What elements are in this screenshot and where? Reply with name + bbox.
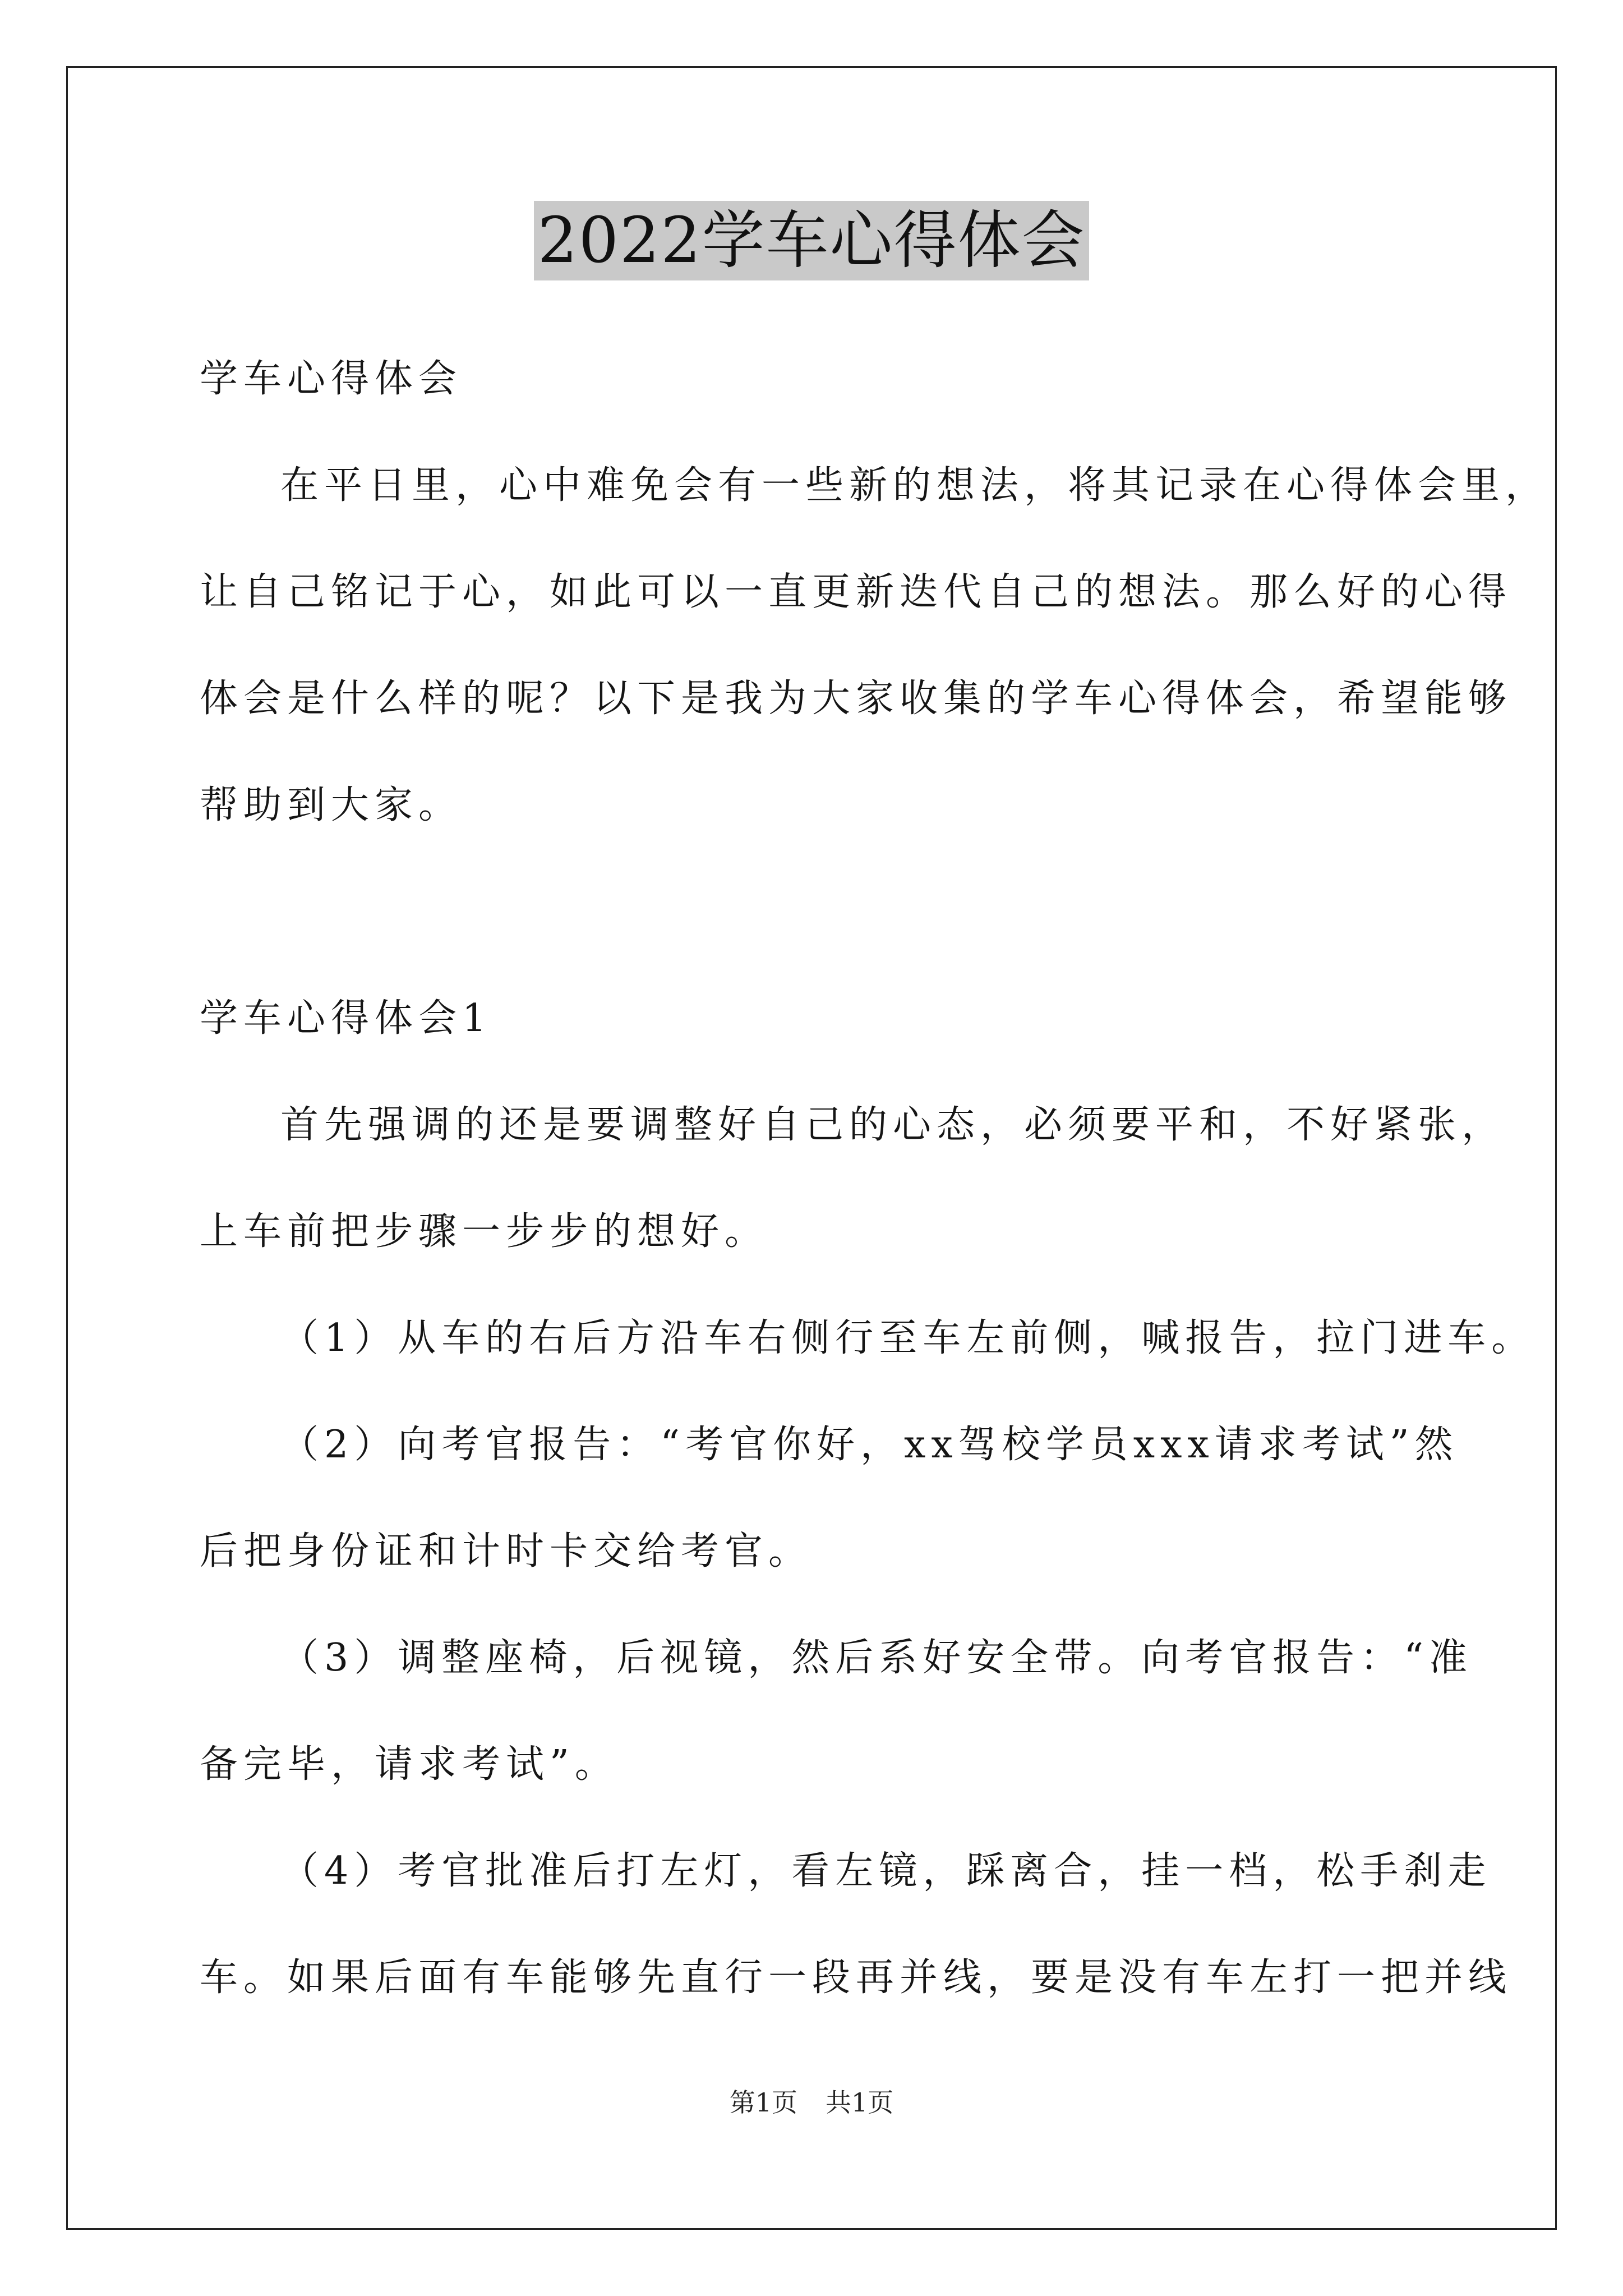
page-number: 第1页 <box>729 2087 797 2118</box>
paragraph-line: （4）考官批准后打左灯，看左镜，踩离合，挂一档，松手刹走 <box>280 1849 1492 1893</box>
paragraph-line: 上车前把步骤一步步的想好。 <box>200 1209 769 1254</box>
page-total: 共1页 <box>826 2087 894 2118</box>
paragraph-line: （2）向考官报告：“考官你好，xx驾校学员xxx请求考试”然 <box>280 1423 1459 1467</box>
title-wrap <box>0 201 1623 280</box>
paragraph-line: 让自己铭记于心，如此可以一直更新迭代自己的想法。那么好的心得 <box>200 570 1513 614</box>
section-heading: 学车心得体会1 <box>200 996 492 1041</box>
document-title: 2022学车心得体会 <box>534 201 1089 280</box>
paragraph-line: （1）从车的右后方沿车右侧行至车左前侧，喊报告，拉门进车。 <box>280 1316 1536 1360</box>
paragraph-line: 帮助到大家。 <box>200 783 463 827</box>
paragraph-line: 体会是什么样的呢？以下是我为大家收集的学车心得体会，希望能够 <box>200 677 1513 721</box>
page-footer <box>0 2087 1623 2118</box>
paragraph-line: 车。如果后面有车能够先直行一段再并线，要是没有车左打一把并线 <box>200 1955 1513 2000</box>
paragraph-line: （3）调整座椅，后视镜，然后系好安全带。向考官报告：“准 <box>280 1636 1473 1680</box>
section-heading: 学车心得体会 <box>200 357 463 401</box>
paragraph-line: 备完毕，请求考试”。 <box>200 1742 619 1787</box>
paragraph-line: 在平日里，心中难免会有一些新的想法，将其记录在心得体会里， <box>280 463 1550 508</box>
paragraph-line: 首先强调的还是要调整好自己的心态，必须要平和，不好紧张， <box>280 1103 1506 1147</box>
paragraph-line: 后把身份证和计时卡交给考官。 <box>200 1529 813 1573</box>
